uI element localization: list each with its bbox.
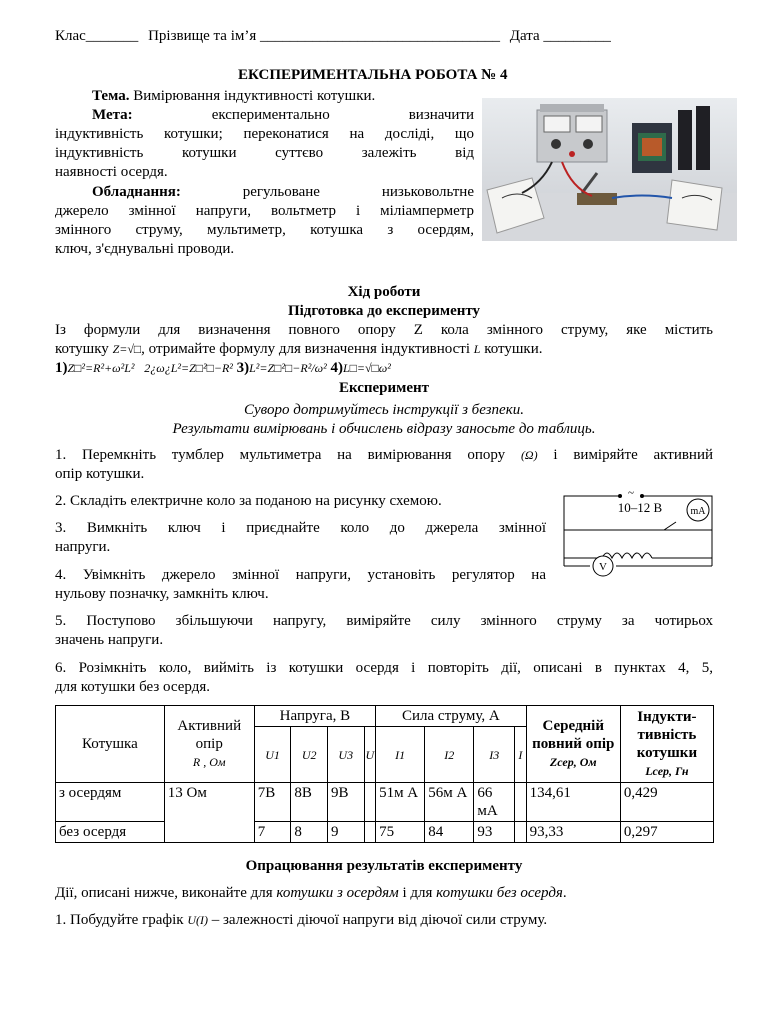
cell-inductance: 0,429	[620, 783, 713, 822]
header-u1: U1	[254, 727, 291, 783]
prep-text	[55, 321, 713, 359]
step-5-text: значень напруги.	[55, 632, 164, 648]
processing-text-part: і для	[402, 885, 433, 901]
graph-step-text: 1. Побудуйте графік	[55, 912, 184, 928]
prep-line-2a: котушку	[55, 341, 109, 357]
topic-label: Тема.	[92, 88, 130, 104]
step-6	[55, 659, 713, 697]
equipment-line: ключ, з'єднувальні проводи.	[55, 241, 235, 257]
prep-line-2c: котушки.	[484, 341, 543, 357]
formula-number: 3)	[236, 360, 250, 376]
equipment-line: джерело змінної напруги, вольтметр і міліамперметр	[55, 203, 474, 219]
header-active-res-unit: R , Ом	[192, 755, 226, 769]
graph-step-text: – залежності діючої напруги від діючої сили струму.	[211, 912, 548, 928]
step-4	[55, 566, 546, 604]
header-i1: I1	[376, 727, 425, 783]
step-5	[55, 612, 713, 650]
goal-line: індуктивність котушки суттєво залежіть від	[55, 145, 474, 161]
equipment-line: регульоване низьковольтне	[242, 184, 474, 200]
cell-i1: 75	[376, 822, 425, 843]
header-u2: U2	[291, 727, 328, 783]
header-i3: I3	[474, 727, 515, 783]
processing-text-part: .	[562, 885, 567, 901]
ammeter-label: mA	[690, 506, 706, 517]
cell-avg-res: 134,61	[526, 783, 620, 822]
prep-line-1: Із формули для визначення повного опору Z кола змінного струму, яке містить	[55, 322, 713, 338]
header-inductance-unit: Lсер, Гн	[645, 764, 689, 778]
header-u3: U3	[327, 727, 364, 783]
source-label: ~	[628, 488, 634, 499]
header-coil: Котушка	[56, 706, 165, 783]
step-2: 2. Складіть електричне коло за поданою на рисунку схемою.	[55, 493, 442, 509]
step-1-text: опір котушки.	[55, 466, 145, 482]
header-avg-res-label: Середній повний опір	[532, 718, 615, 752]
prep-L: L	[473, 342, 481, 356]
topic-text: Вимірювання індуктивності котушки.	[133, 88, 376, 104]
cell-u1: 7	[254, 822, 291, 843]
step-1	[55, 446, 713, 484]
cell-coil: без осердя	[56, 822, 165, 843]
header-line	[55, 27, 713, 46]
step-3-text: напруги.	[55, 539, 111, 555]
cell-i2: 56м А	[425, 783, 474, 822]
header-i4: I	[515, 727, 527, 783]
cell-active-res: 13 Ом	[164, 783, 254, 843]
cell-u2: 8В	[291, 783, 328, 822]
header-i2: I2	[425, 727, 474, 783]
table-row	[56, 822, 714, 843]
step-4-text: 4. Увімкніть джерело змінної напруги, установіть регулятор на	[55, 567, 546, 583]
cell-u3: 9В	[327, 783, 364, 822]
date-label: Дата _________	[509, 28, 611, 44]
results-table	[55, 705, 714, 843]
cell-u1: 7В	[254, 783, 291, 822]
experiment-title: Експеримент	[338, 380, 430, 396]
graph-step	[55, 911, 547, 930]
formula-number: 4)	[330, 360, 343, 376]
cell-i3: 93	[474, 822, 515, 843]
processing-title: Опрацювання результатів експерименту	[245, 858, 523, 874]
cell-u4	[364, 783, 376, 822]
prep-line-2b: , отримайте формулу для визначення індуктивності	[141, 341, 470, 357]
prep-title: Підготовка до експерименту	[287, 303, 481, 319]
cell-coil: з осердям	[56, 783, 165, 822]
name-label: Прізвище та ім’я ________________________________	[148, 28, 501, 44]
class-label: Клас_______	[55, 28, 139, 44]
step-4-text: нульову позначку, замкніть ключ.	[55, 586, 269, 602]
goal-line: експериментально визначити	[211, 107, 475, 123]
voltmeter-label: V	[599, 561, 607, 573]
formula-2: ¿ω¿L²=Z□²□−R²	[150, 361, 233, 375]
cell-i4	[515, 783, 527, 822]
formula-number: 1)	[55, 360, 68, 376]
header-avg-res-unit: Zсер, Ом	[549, 755, 597, 769]
topic	[92, 87, 375, 106]
formula-4: L□=√□ω²	[342, 361, 391, 375]
goal-line: наявності осердя.	[55, 164, 168, 180]
goal-block	[55, 106, 474, 182]
cell-i4	[515, 822, 527, 843]
graph-formula: U(I)	[187, 913, 208, 927]
equipment-line: змінного струму, мультиметр, котушка з осердям,	[55, 222, 474, 238]
cell-u4	[364, 822, 376, 843]
formula-1: Z□²=R²+ω²L²	[67, 361, 135, 375]
cell-i1: 51м А	[376, 783, 425, 822]
header-u4: U	[364, 727, 376, 783]
prep-formula: Z=√□	[112, 342, 142, 356]
processing-text	[55, 884, 567, 903]
step-1-text: 1. Перемкніть тумблер мультиметра на вимірювання опору	[55, 447, 506, 463]
page-title: ЕКСПЕРИМЕНТАЛЬНА РОБОТА № 4	[238, 67, 508, 83]
table-header-row	[56, 706, 714, 727]
step-6-text: 6. Розімкніть коло, вийміть із котушки осердя і повторіть дії, описані в пунктах 4, 5,	[55, 660, 713, 676]
step-3	[55, 519, 546, 557]
header-inductance	[620, 706, 713, 783]
cell-u3: 9	[327, 822, 364, 843]
safety-note: Суворо дотримуйтесь інструкції з безпеки.	[244, 402, 524, 418]
cell-inductance: 0,297	[620, 822, 713, 843]
step-1-text: і виміряйте активний	[553, 447, 714, 463]
step-5-text: 5. Поступово збільшуючи напругу, виміряйте силу змінного струму за чотирьох	[55, 613, 713, 629]
processing-text-part: котушки з осердям	[276, 885, 399, 901]
equipment-photo	[482, 98, 737, 241]
step-6-text: для котушки без осердя.	[55, 679, 210, 695]
header-avg-res	[526, 706, 620, 783]
header-current: Сила струму, А	[376, 706, 527, 727]
header-voltage: Напруга, В	[254, 706, 375, 727]
omega-symbol: (Ω)	[520, 448, 538, 462]
formula-number: 2	[144, 361, 151, 375]
processing-text-part: Дії, описані нижче, виконайте для	[55, 885, 273, 901]
header-active-res-label: Активний опір	[177, 718, 242, 752]
equipment-block	[55, 183, 474, 259]
table-row	[56, 783, 714, 822]
equipment-label: Обладнання:	[92, 184, 181, 200]
header-active-res	[164, 706, 254, 783]
voltage-label: 10–12 В	[617, 500, 663, 515]
cell-u2: 8	[291, 822, 328, 843]
formulas-line	[55, 359, 391, 378]
goal-line: індуктивність котушки; переконатися на досліді, що	[55, 126, 474, 142]
goal-label: Мета:	[92, 107, 133, 123]
processing-text-part: котушки без осердя	[436, 885, 563, 901]
procedure-title: Хід роботи	[347, 284, 421, 300]
cell-avg-res: 93,33	[526, 822, 620, 843]
step-3-text: 3. Вимкніть ключ і приєднайте коло до джерела змінної	[55, 520, 546, 536]
results-note: Результати вимірювань і обчислень відразу заносьте до таблиць.	[172, 421, 596, 437]
header-inductance-label: Індукти-тивність котушки	[636, 709, 698, 761]
circuit-diagram	[558, 488, 718, 578]
cell-i2: 84	[425, 822, 474, 843]
formula-3: L²=Z□²□−R²/ω²	[249, 361, 327, 375]
cell-i3: 66 мА	[474, 783, 515, 822]
